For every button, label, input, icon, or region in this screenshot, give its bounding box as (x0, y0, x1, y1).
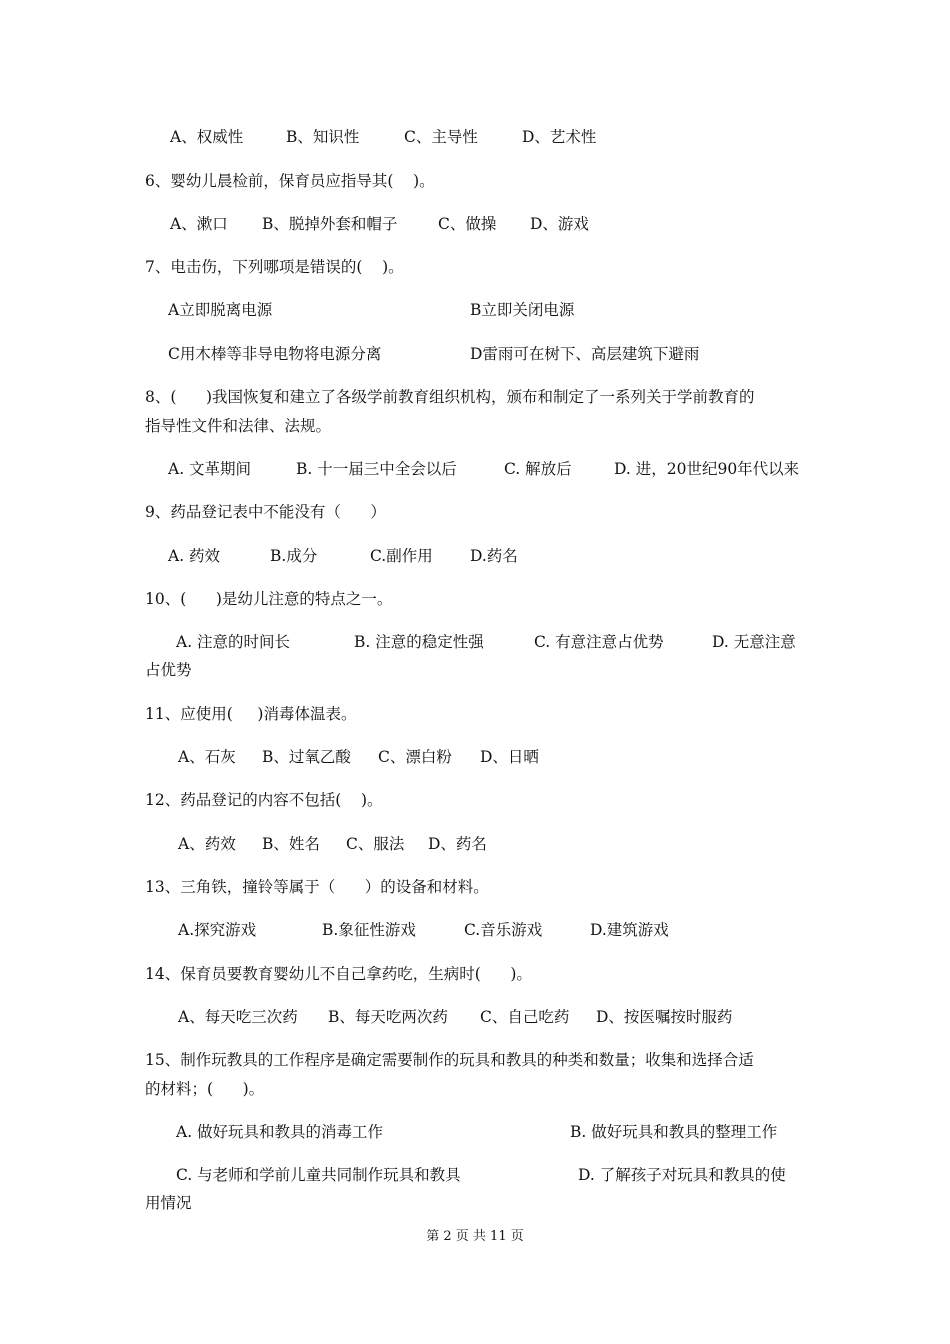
q7-option-d: D雷雨可在树下、高层建筑下避雨 (470, 345, 700, 363)
q10-option-d-continuation: 占优势 (145, 661, 192, 679)
q6-option-c: C、做操 (438, 215, 497, 233)
q11-option-c: C、漂白粉 (378, 748, 452, 766)
q9-option-a: A. 药效 (168, 547, 221, 565)
q9-option-d: D.药名 (470, 547, 518, 565)
q6-option-a: A、漱口 (170, 215, 228, 233)
q8-stem-line-2: 指导性文件和法律、法规。 (145, 417, 332, 435)
q11-option-b: B、过氧乙酸 (262, 748, 351, 766)
q6-option-d: D、游戏 (530, 215, 589, 233)
q12-option-c: C、服法 (346, 835, 405, 853)
q11-option-a: A、石灰 (178, 748, 236, 766)
q13-option-b: B.象征性游戏 (322, 921, 416, 939)
q10-stem: 10、( )是幼儿注意的特点之一。 (145, 590, 393, 608)
q8-option-d: D. 进，20世纪90年代以来 (614, 460, 800, 478)
q5-option-c: C、主导性 (404, 128, 478, 146)
q12-option-a: A、药效 (178, 835, 236, 853)
q11-stem: 11、应使用( )消毒体温表。 (145, 705, 357, 723)
q13-option-c: C.音乐游戏 (464, 921, 543, 939)
q12-option-b: B、姓名 (262, 835, 320, 853)
q8-option-a: A. 文革期间 (168, 460, 252, 478)
q9-stem: 9、药品登记表中不能没有（ ） (145, 503, 386, 521)
q10-option-a: A. 注意的时间长 (176, 633, 291, 651)
q7-stem: 7、电击伤，下列哪项是错误的( )。 (145, 258, 404, 276)
q5-option-a: A、权威性 (170, 128, 244, 146)
q8-stem-line-1: 8、( )我国恢复和建立了各级学前教育组织机构，颁布和制定了一系列关于学前教育的 (145, 388, 755, 406)
q10-option-b: B. 注意的稳定性强 (354, 633, 484, 651)
q14-option-c: C、自己吃药 (480, 1008, 570, 1026)
q10-option-d: D. 无意注意 (712, 633, 796, 651)
q15-option-b: B. 做好玩具和教具的整理工作 (570, 1123, 778, 1141)
q11-option-d: D、日晒 (480, 748, 539, 766)
q15-option-d: D. 了解孩子对玩具和教具的使 (578, 1166, 786, 1184)
q8-option-b: B. 十一届三中全会以后 (296, 460, 457, 478)
q13-stem: 13、三角铁，撞铃等属于（ ）的设备和材料。 (145, 878, 489, 896)
page-number-footer: 第 2 页 共 11 页 (426, 1229, 524, 1244)
q13-option-a: A.探究游戏 (178, 921, 257, 939)
q7-option-c: C用木棒等非导电物将电源分离 (168, 345, 382, 363)
q15-stem-line-1: 15、制作玩教具的工作程序是确定需要制作的玩具和教具的种类和数量；收集和选择合适 (145, 1051, 754, 1069)
q15-option-c: C. 与老师和学前儿童共同制作玩具和教具 (176, 1166, 461, 1184)
q5-option-b: B、知识性 (286, 128, 360, 146)
q6-option-b: B、脱掉外套和帽子 (262, 215, 398, 233)
q15-option-a: A. 做好玩具和教具的消毒工作 (176, 1123, 384, 1141)
q7-option-b: B立即关闭电源 (470, 301, 575, 319)
q9-option-b: B.成分 (270, 547, 318, 565)
q14-option-a: A、每天吃三次药 (178, 1008, 298, 1026)
q5-option-d: D、艺术性 (522, 128, 597, 146)
q15-stem-line-2: 的材料；( )。 (145, 1080, 265, 1098)
q8-option-c: C. 解放后 (504, 460, 572, 478)
q13-option-d: D.建筑游戏 (590, 921, 669, 939)
q14-stem: 14、保育员要教育婴幼儿不自己拿药吃，生病时( )。 (145, 965, 532, 983)
q14-option-d: D、按医嘱按时服药 (596, 1008, 733, 1026)
q6-stem: 6、婴幼儿晨检前，保育员应指导其( )。 (145, 172, 435, 190)
q12-option-d: D、药名 (428, 835, 487, 853)
q12-stem: 12、药品登记的内容不包括( )。 (145, 791, 383, 809)
q10-option-c: C. 有意注意占优势 (534, 633, 664, 651)
q15-option-d-continuation: 用情况 (145, 1194, 192, 1212)
q9-option-c: C.副作用 (370, 547, 433, 565)
q14-option-b: B、每天吃两次药 (328, 1008, 448, 1026)
q7-option-a: A立即脱离电源 (168, 301, 273, 319)
